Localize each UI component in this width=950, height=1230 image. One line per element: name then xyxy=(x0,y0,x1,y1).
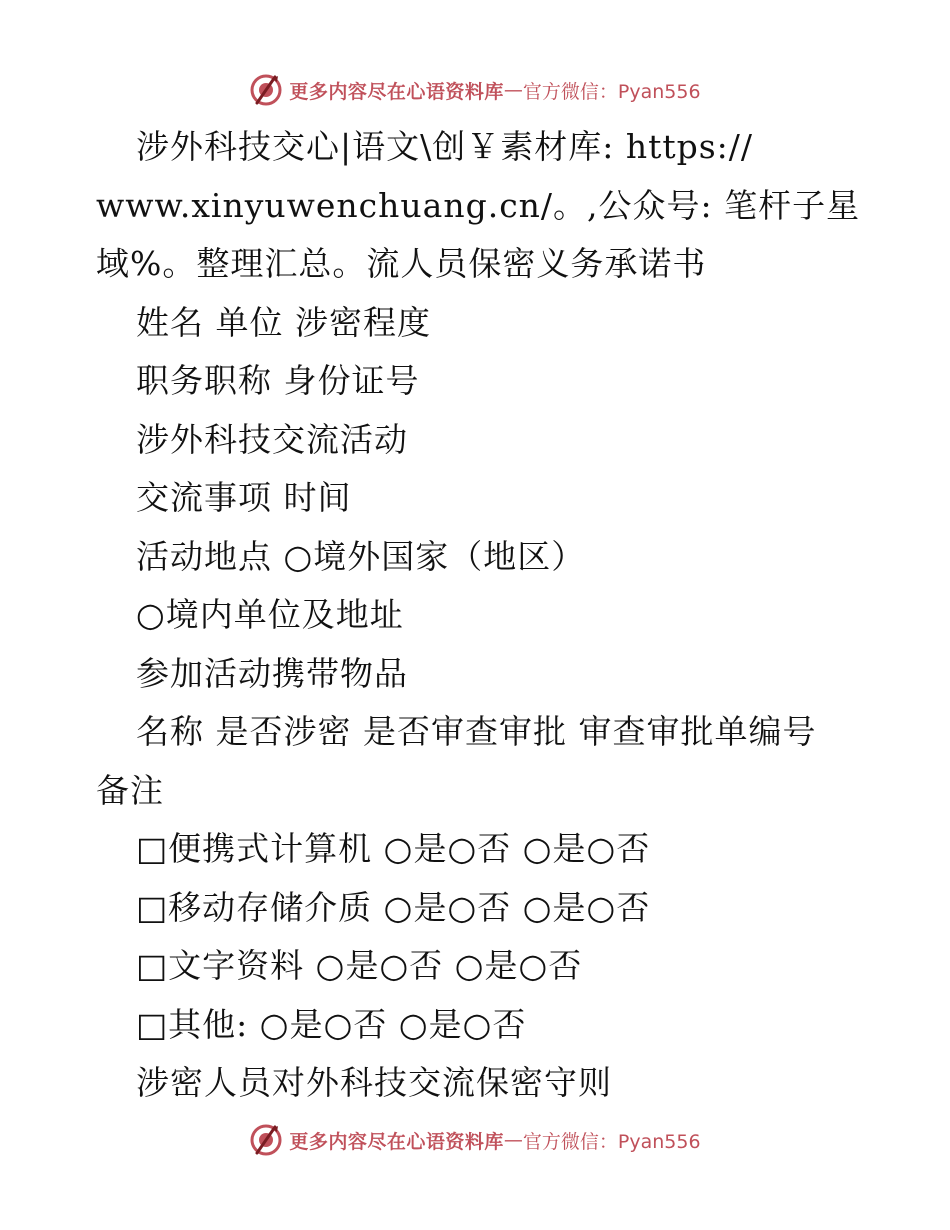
doc-line: 涉外科技交流活动 xyxy=(136,419,408,459)
banner-wechat-text: 官方微信：Pyan556 xyxy=(522,80,701,103)
banner-wechat-text: 官方微信：Pyan556 xyxy=(522,1130,701,1153)
document-body xyxy=(96,118,861,1113)
doc-line: 参加活动携带物品 xyxy=(136,653,408,693)
doc-line: □文字资料 ○是○否 ○是○否 xyxy=(136,946,583,985)
banner-brand-text: 更多内容尽在心语资料库 xyxy=(289,80,504,103)
doc-line: 名称 是否涉密 是否审查审批 审查审批单编号 xyxy=(136,712,817,751)
banner-separator: — xyxy=(503,1129,523,1151)
doc-line: 姓名 单位 涉密程度 xyxy=(136,302,431,342)
doc-line: 备注 xyxy=(96,770,164,810)
doc-line: 涉密人员对外科技交流保密守则 xyxy=(136,1063,612,1102)
doc-line: □移动存储介质 ○是○否 ○是○否 xyxy=(136,887,651,927)
brand-logo-icon xyxy=(249,1123,283,1157)
doc-line: 活动地点 ○境外国家（地区） xyxy=(136,536,586,576)
doc-line: □便携式计算机 ○是○否 ○是○否 xyxy=(136,829,651,868)
doc-line: 涉外科技交心|语文\创￥素材库: https:// xyxy=(136,127,754,166)
doc-line: 域%。整理汇总。流人员保密义务承诺书 xyxy=(96,244,707,283)
doc-line: 职务职称 身份证号 xyxy=(136,361,420,400)
doc-line: 交流事项 时间 xyxy=(136,478,352,517)
doc-line: ○境内单位及地址 xyxy=(136,595,404,634)
doc-line: www.xinyuwenchuang.cn/。,公众号: 笔杆子星 xyxy=(96,185,861,225)
brand-logo-icon xyxy=(249,73,283,107)
doc-line: □其他: ○是○否 ○是○否 xyxy=(136,1004,527,1044)
header-banner xyxy=(0,70,950,110)
footer-banner xyxy=(0,1120,950,1160)
banner-brand-text: 更多内容尽在心语资料库 xyxy=(289,1130,504,1153)
banner-separator: — xyxy=(503,79,523,101)
